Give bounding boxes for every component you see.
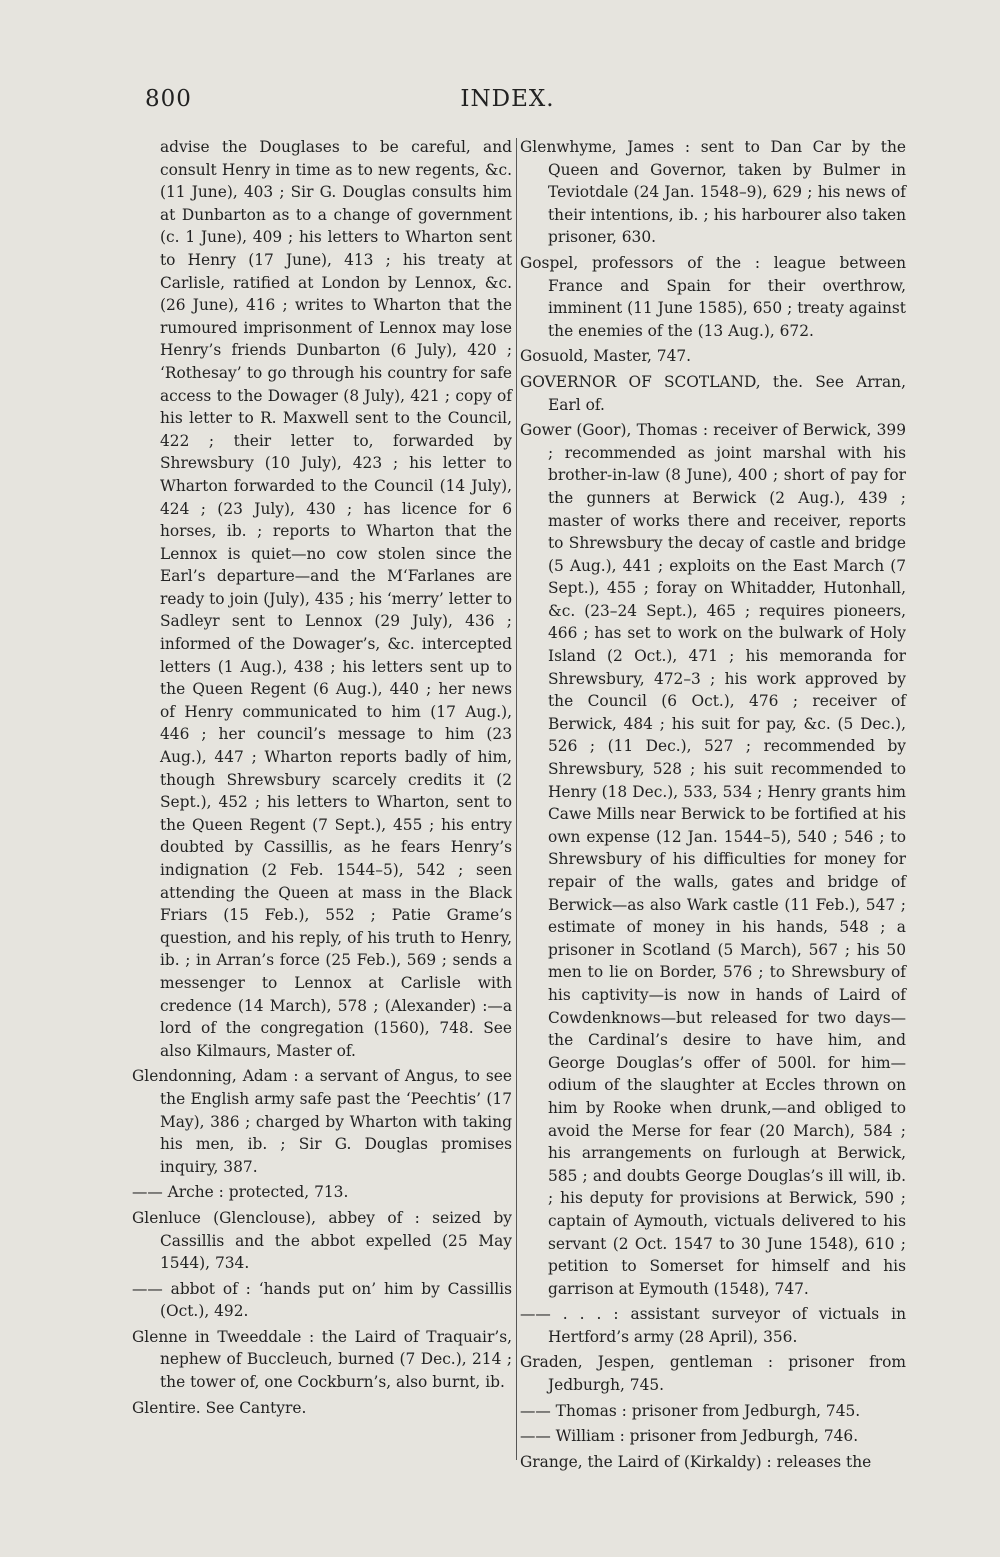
index-entry: —— Thomas : prisoner from Jedburgh, 745. [520,1401,861,1420]
index-entry: Glentire. See Cantyre. [132,1398,307,1417]
page-title: INDEX. [460,86,555,112]
index-entry: GOVERNOR OF SCOTLAND, the. See Arran, Earl of. [520,372,906,414]
left-column [132,136,512,1422]
index-entry: Glenwhyme, James : sent to Dan Car by the Queen and Governor, taken by Bulmer in Teviotdale (24 Jan. 1548–9), 629 ; his news of their intentions, ib. ; his harbourer also taken prisoner, 630. [520,138,906,247]
index-entry: —— . . . : assistant surveyor of victuals in Hertford’s army (28 April), 356. [520,1305,906,1346]
index-entry: Grange, the Laird of (Kirkaldy) : releases the [520,1452,872,1471]
page-header [145,86,870,122]
index-entry: Gower (Goor), Thomas : receiver of Berwick, 399 ; recommended as joint marshal with his brother-in-law (8 June), 400 ; short of pay for the gunners at Berwick (2 Aug.), 439 ; master of works there and receiver, reports to Shrewsbury the decay of castle and bridge (5 Aug.), 441 ; exploits on the East March (7 Sept.), 455 ; foray on Whitadder, Hutonhall, &c. (23–24 Sept.), 465 ; requires pioneers, 466 ; has set to work on the bulwark of Holy Island (2 Oct.), 471 ; his memoranda for Shrewsbury, 472–3 ; his work approved by the Council (6 Oct.), 476 ; receiver of Berwick, 484 ; his suit for pay, &c. (5 Dec.), 526 ; (11 Dec.), 527 ; recommended by Shrewsbury, 528 ; his suit recommended to Henry (18 Dec.), 533, 534 ; Henry grants him Cawe Mills near Berwick to be fortified at his own expense (12 Jan. 1544–5), 540 ; 546 ; to Shrewsbury of his difficulties for money for repair of the walls, gates and bridge of Berwick—as also Wark castle (11 Feb.), 547 ; estimate of money in his hands, 548 ; a prisoner in Scotland (5 March), 567 ; his 50 men to lie on Border, 576 ; to Shrewsbury of his captivity—is now in hands of Laird of Cowdenknows—but released for two days—the Cardinal’s desire to have him, and George Douglas’s offer of 500l. for him—odium of the slaughter at Eccles thrown on him by Rooke when drunk,—and obliged to avoid the Merse for fear (20 March), 584 ; his arrangements on furlough at Berwick, 585 ; and doubts George Douglas’s ill will, ib. ; his deputy for provisions at Berwick, 590 ; captain of Aymouth, victuals delivered to his servant (2 Oct. 1547 to 30 June 1548), 610 ; petition to Somerset for himself and his garrison at Eymouth (1548), 747. [520,421,906,1298]
index-entry: —— abbot of : ‘hands put on’ him by Cassillis (Oct.), 492. [132,1279,512,1321]
right-column [520,136,906,1476]
index-entry: Graden, Jespen, gentleman : prisoner from Jedburgh, 745. [520,1353,906,1395]
index-entry: Glenne in Tweeddale : the Laird of Traquair’s, nephew of Buccleuch, burned (7 Dec.), 214 ; the tower of, one Cockburn’s, also burnt, ib. [132,1327,512,1392]
index-entry: advise the Douglases to be careful, and consult Henry in time as to new regents, &c. (11 June), 403 ; Sir G. Douglas consults him at Dunbarton as to a change of government (c. 1 June), 409 ; his letters to Wharton sent to Henry (17 June), 413 ; his treaty at Carlisle, ratified at London by Lennox, &c. (26 June), 416 ; writes to Wharton that the rumoured imprisonment of Lennox may lose Henry’s friends Dunbarton (6 July), 420 ; ‘Rothesay’ to go through his country for safe access to the Dowager (8 July), 421 ; copy of his letter to R. Maxwell sent to the Council, 422 ; their letter to, forwarded by Shrewsbury (10 July), 423 ; his letter to Wharton forwarded to the Council (14 July), 424 ; (23 July), 430 ; has licence for 6 horses, ib. ; reports to Wharton that the Lennox is quiet—no cow stolen since the Earl’s departure—and the M‘Farlanes are ready to join (July), 435 ; his ‘merry’ letter to Sadleyr sent to Lennox (29 July), 436 ; informed of the Dowager’s, &c. intercepted letters (1 Aug.), 438 ; his letters sent up to the Queen Regent (6 Aug.), 440 ; her news of Henry communicated to him (17 Aug.), 446 ; her council’s message to him (23 Aug.), 447 ; Wharton reports badly of him, though Shrewsbury scarcely credits it (2 Sept.), 452 ; his letters to Wharton, sent to the Queen Regent (7 Sept.), 455 ; his entry doubted by Cassillis, as he fears Henry’s indignation (2 Feb. 1544–5), 542 ; seen attending the Queen at mass in the Black Friars (15 Feb.), 552 ; Patie Grame’s question, and his reply, of his truth to Henry, ib. ; in Arran’s force (25 Feb.), 569 ; sends a messenger to Lennox at Carlisle with credence (14 March), 578 ; (Alexander) :—a lord of the congregation (1560), 748. See also Kilmaurs, Master of. [160,138,512,1060]
column-divider [516,138,517,1460]
index-entry: Glenluce (Glenclouse), abbey of : seized by Cassillis and the abbot expelled (25 May 1544), 734. [132,1208,512,1273]
index-entry: —— William : prisoner from Jedburgh, 746. [520,1427,859,1446]
index-entry: Glendonning, Adam : a servant of Angus, to see the English army safe past the ‘Peechtis’ (17 May), 386 ; charged by Wharton with taking his men, ib. ; Sir G. Douglas promises inquiry, 387. [132,1067,512,1176]
page-number: 800 [145,86,192,112]
index-entry: Gosuold, Master, 747. [520,347,692,366]
index-entry: —— Arche : protected, 713. [132,1183,349,1202]
index-entry: Gospel, professors of the : league between France and Spain for their overthrow, imminent (11 June 1585), 650 ; treaty against the enemies of the (13 Aug.), 672. [520,253,906,340]
